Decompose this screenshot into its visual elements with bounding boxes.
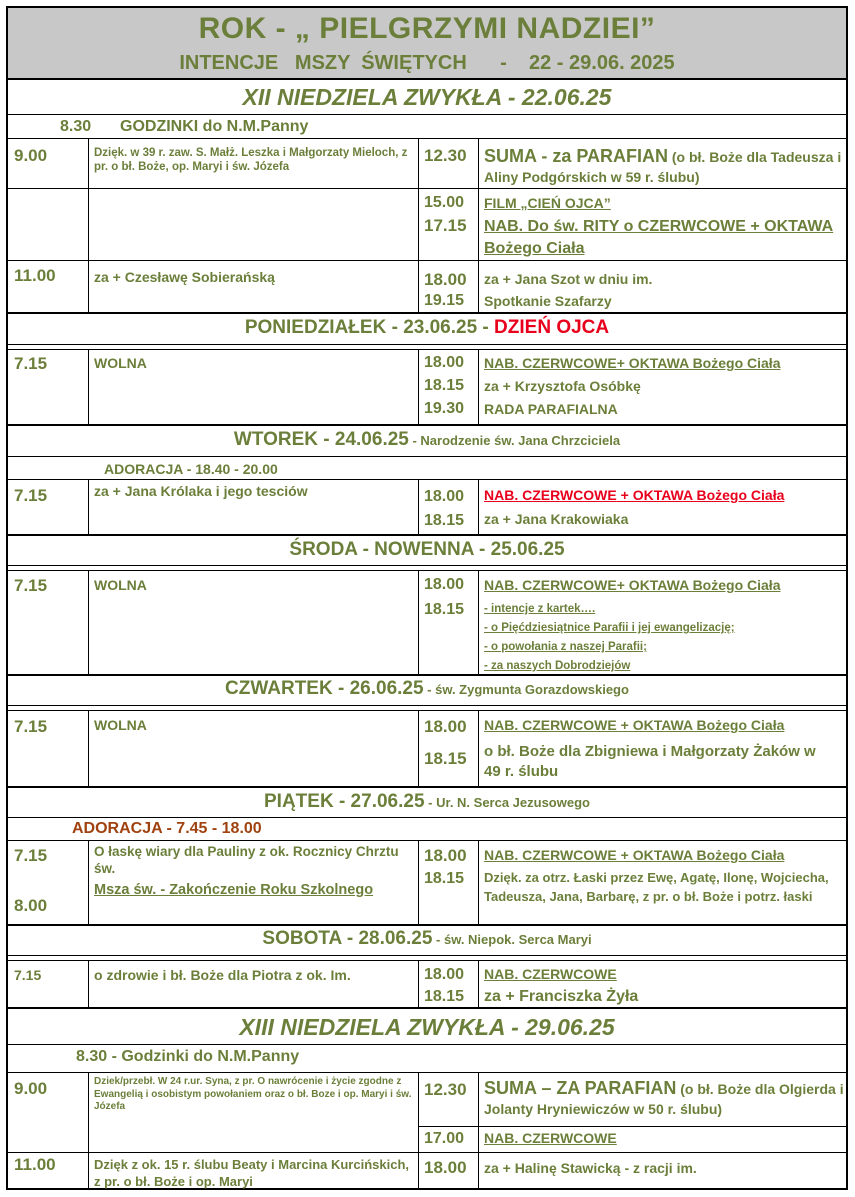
friday-msza-zakonczenie: Msza św. - Zakończenie Roku Szkolnego [94,882,374,898]
saturday-time-18-15: 18.15 [424,988,465,1005]
sunday-1-mass-time-1: 9.00 [14,146,48,165]
sunday-2-time-9-00: 9.00 [14,1079,48,1098]
sunday-1-time-18-00: 18.00 [424,270,467,289]
page-subtitle: INTENCJE MSZY ŚWIĘTYCH - 22 - 29.06. 2025 [179,52,675,74]
thursday-time-7-15: 7.15 [14,717,48,736]
sunday-2-intention-9-00: Dziek/przebł. W 24 r.ur. Syna, z pr. O nawrócenie i życie zgodne z Ewangelią i osobistym powołaniem oraz o bł. Boze i op. Maryi i św. Józefa [94,1076,412,1112]
friday-intention-18-15: Dzięk. za otrz. Łaski przez Ewę, Agatę, Ilonę, Wojciecha, Tadeusza, Jana, Barbarę, z pr. o bł. Boże i potrz. łaski [484,870,829,904]
wednesday-time-18-00: 18.00 [424,576,465,593]
monday-intention-7-15: WOLNA [94,355,147,371]
sunday-2-suma-rest: (o bł. Boże dla Olgierda i Jolanty Hryniewiczów w 50 r. ślubu) [484,1081,844,1117]
sunday-1-time-15-00: 15.00 [424,194,465,211]
thursday-nab: NAB. CZERWCOWE + OKTAWA Bożego Ciała [484,717,785,733]
thursday-title [8,678,846,700]
wednesday-time-18-15: 18.15 [424,601,465,618]
header [8,8,846,80]
sunday-1-time-12-30: 12.30 [424,146,467,165]
monday-time-7-15: 7.15 [14,354,48,373]
saturday-time-7-15: 7.15 [14,967,42,983]
friday-time-18-00: 18.00 [424,846,467,865]
monday-time-19-30: 19.30 [424,400,465,417]
monday-rada: RADA PARAFIALNA [484,401,618,417]
thursday-title-small: - św. Zygmunta Gorazdowskiego [423,682,629,697]
tuesday-time-7-15: 7.15 [14,486,48,505]
sunday-1-film: FILM „CIEŃ OJCA” [484,195,611,211]
sunday-1-godzinki-time: 8.30 [60,118,92,135]
wednesday-intention-line-1: - intencje z kartek…. [484,603,596,615]
sunday-2-time-17-00: 17.00 [424,1130,465,1147]
thursday-intention-18-15: o bł. Boże dla Zbigniewa i Małgorzaty Żaków w 49 r. ślubu [484,743,816,780]
wednesday-intentions-list [484,600,735,676]
saturday-title-text: SOBOTA - 28.06.25 [262,928,433,949]
tuesday-intention-7-15: za + Jana Królaka i jego tesciów [94,483,308,499]
saturday-time-18-00: 18.00 [424,966,465,983]
friday-time-18-15: 18.15 [424,870,465,887]
monday-nab: NAB. CZERWCOWE+ OKTAWA Bożego Ciała [484,355,781,371]
wednesday-title: ŚRODA - NOWENNA - 25.06.25 [289,539,565,560]
sunday-1-suma [484,146,844,187]
friday-adoracja [72,820,262,838]
sunday-1-suma-rest: (o bł. Boże dla Tadeusza i Aliny Podgórskich w 59 r. ślubu) [484,149,842,185]
thursday-time-18-00: 18.00 [424,717,467,736]
friday-time-8-00: 8.00 [14,896,48,915]
friday-adoracja-time: - 7.45 - 18.00 [162,820,262,837]
sunday-2-suma [484,1078,844,1119]
sunday-1-mass-time-2: 11.00 [14,266,56,285]
sunday-2-intention-11-00: Dzięk z ok. 15 r. ślubu Beaty i Marcina Kurcińskich, z pr. o bł. Boże i op. Maryi [94,1157,410,1189]
thursday-time-18-15: 18.15 [424,749,467,768]
sunday-2-godzinki: 8.30 - Godzinki do N.M.Panny [76,1048,300,1065]
sunday-1-intention-18-00: za + Jana Szot w dniu im. [484,271,653,287]
monday-title-red: DZIEŃ OJCA [494,317,610,338]
friday-time-7-15: 7.15 [14,846,48,865]
monday-title [8,317,846,339]
friday-title-small: - Ur. N. Serca Jezusowego [424,795,590,810]
tuesday-adoracja: ADORACJA - 18.40 - 20.00 [104,461,278,477]
monday-title-text: PONIEDZIAŁEK - 23.06.25 - [244,317,489,338]
sunday-2-title: XIII NIEDZIELA ZWYKŁA - 29.06.25 [239,1014,615,1040]
tuesday-title [8,429,846,451]
saturday-title [8,928,846,950]
sunday-1-time-17-15: 17.15 [424,216,467,235]
tuesday-intention-18-15: za + Jana Krakowiaka [484,511,629,527]
wednesday-intention-line-4: - za naszych Dobrodziejów [484,660,631,672]
thursday-intention-7-15: WOLNA [94,717,147,733]
monday-time-18-15: 18.15 [424,377,465,394]
sunday-2-time-12-30: 12.30 [424,1080,467,1099]
tuesday-nab-b: + OKTAWA Bożego Ciała [616,487,785,503]
sunday-2-suma-main: SUMA – ZA PARAFIAN [484,1078,677,1098]
tuesday-title-text: WTOREK - 24.06.25 [233,429,409,450]
friday-adoracja-label: ADORACJA [72,820,163,837]
saturday-nab: NAB. CZERWCOWE [484,966,617,982]
sunday-2-nab: NAB. CZERWCOWE [484,1130,617,1146]
sunday-1-time-19-15: 19.15 [424,292,465,309]
friday-intention-7-15: O łaskę wiary dla Pauliny z ok. Rocznicy Chrztu św. [94,844,399,876]
friday-nab: NAB. CZERWCOWE + OKTAWA Bożego Ciała [484,847,785,863]
wednesday-intention-7-15: WOLNA [94,577,147,593]
sunday-1-nab-rita: NAB. Do św. RITY o CZERWCOWE + OKTAWA Bożego Ciała [484,218,834,257]
sunday-1-intention-1: Dzięk. w 39 r. zaw. S. Małż. Leszka i Małgorzaty Mieloch, z pr. o bł. Boże, op. Maryi i św. Józefa [94,147,408,173]
sunday-1-suma-main: SUMA - za PARAFIAN [484,146,668,166]
tuesday-nab [484,486,784,504]
sunday-2-intention-18-00: za + Halinę Stawicką - z racji im. [484,1160,697,1176]
sunday-2-time-18-00: 18.00 [424,1158,467,1177]
tuesday-time-18-15: 18.15 [424,512,465,529]
wednesday-intention-line-3: - o powołania z naszej Parafii; [484,641,647,653]
tuesday-time-18-00: 18.00 [424,488,465,505]
monday-time-18-00: 18.00 [424,354,465,371]
friday-title [8,791,846,813]
monday-intention-18-15: za + Krzysztofa Osóbkę [484,378,641,394]
saturday-intention-7-15: o zdrowie i bł. Boże dla Piotra z ok. Im. [94,967,351,983]
saturday-title-small: - św. Niepok. Serca Maryi [432,932,592,947]
page-title: ROK - „ PIELGRZYMI NADZIEI” [198,12,656,45]
friday-title-text: PIĄTEK - 27.06.25 [264,791,425,812]
tuesday-title-small: - Narodzenie św. Jana Chrzciciela [408,433,621,448]
thursday-title-text: CZWARTEK - 26.06.25 [225,678,424,699]
sunday-1-szafarze: Spotkanie Szafarzy [484,293,612,309]
schedule-sheet [6,6,848,1190]
sunday-2-time-11-00: 11.00 [14,1155,56,1174]
wednesday-intention-line-2: - o Pięćdziesiątnice Parafii i jej ewangelizację; [484,622,735,634]
sunday-1-intention-2: za + Czesławę Sobierańską [94,269,275,285]
wednesday-nab: NAB. CZERWCOWE+ OKTAWA Bożego Ciała [484,577,781,593]
sunday-1-godzinki: GODZINKI do N.M.Panny [120,118,309,135]
saturday-intention-18-15: za + Franciszka Żyła [484,988,639,1005]
wednesday-time-7-15: 7.15 [14,576,48,595]
tuesday-nab-a: NAB. CZERWCOWE [484,487,617,503]
sunday-1-title: XII NIEDZIELA ZWYKŁA - 22.06.25 [242,84,612,110]
